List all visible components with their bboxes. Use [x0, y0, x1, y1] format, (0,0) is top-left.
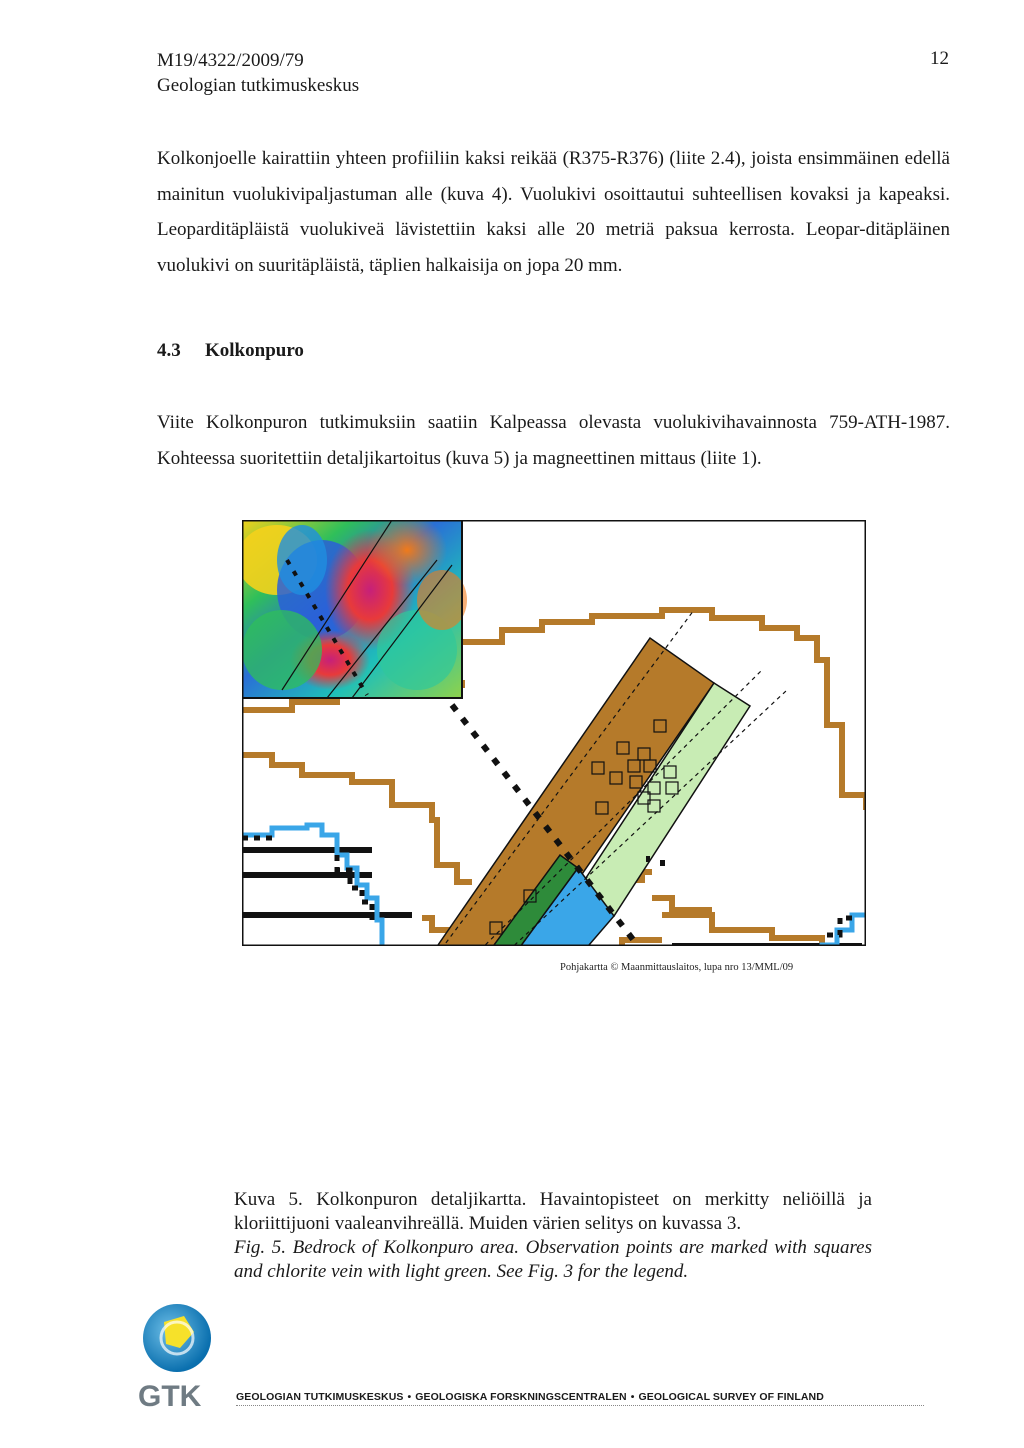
- gtk-logo: [136, 1302, 218, 1410]
- gtk-wordmark: GTK: [138, 1380, 202, 1410]
- footer-organization-names: [236, 1391, 924, 1403]
- footer-name-fi: GEOLOGIAN TUTKIMUSKESKUS: [236, 1391, 404, 1403]
- detail-map-figure: [242, 520, 866, 946]
- map-credit: Pohjakartta © Maanmittauslaitos, lupa nro 13/MML/09: [560, 962, 794, 973]
- report-id: M19/4322/2009/79: [157, 50, 304, 71]
- footer-separator: •: [630, 1391, 635, 1403]
- section-heading: [157, 340, 304, 362]
- magnetic-inset-map: [242, 520, 467, 698]
- page-header: [157, 48, 359, 98]
- paragraph-kolkonpuro: Viite Kolkonpuron tutkimuksiin saatiin Kalpeassa olevasta vuolukivihavainnosta 759-ATH-1987. Kohteessa suoritettiin detaljikartoitus (kuva 5) ja magneettinen mittaus (liite 1).: [157, 412, 950, 469]
- footer-name-sv: GEOLOGISKA FORSKNINGSCENTRALEN: [415, 1391, 627, 1403]
- page-number: 12: [930, 48, 949, 69]
- figure-caption-english: Fig. 5. Bedrock of Kolkonpuro area. Observation points are marked with squares and chlorite vein with light green. See Fig. 3 for the legend.: [234, 1237, 872, 1282]
- section-title: Kolkonpuro: [205, 340, 304, 361]
- footer-rule: [236, 1405, 924, 1407]
- organization-name: Geologian tutkimuskeskus: [157, 75, 360, 96]
- footer-name-en: GEOLOGICAL SURVEY OF FINLAND: [638, 1391, 824, 1403]
- gtk-globe-icon: [136, 1302, 218, 1410]
- figure-caption-finnish: Kuva 5. Kolkonpuron detaljikartta. Havaintopisteet on merkitty neliöillä ja kloriittijuoni vaaleanvihreällä. Muiden värien selitys on kuvassa 3.: [234, 1189, 872, 1234]
- section-number: 4.3: [157, 340, 181, 361]
- paragraph-kolkonjoki: Kolkonjoelle kairattiin yhteen profiiliin kaksi reikää (R375-R376) (liite 2.4), joista ensimmäinen edellä mainitun vuolukivipaljastuman alle (kuva 4). Vuolukivi osoittautui suhteellisen kovaksi ja kapeaksi. Leoparditäpläistä vuolukiveä lävistettiin kaksi alle 20 metriä paksua kerrosta. Leopar-ditäpläinen vuolukivi on suuritäpläistä, täplien halkaisija on jopa 20 mm.: [157, 148, 950, 276]
- footer-separator: •: [407, 1391, 412, 1403]
